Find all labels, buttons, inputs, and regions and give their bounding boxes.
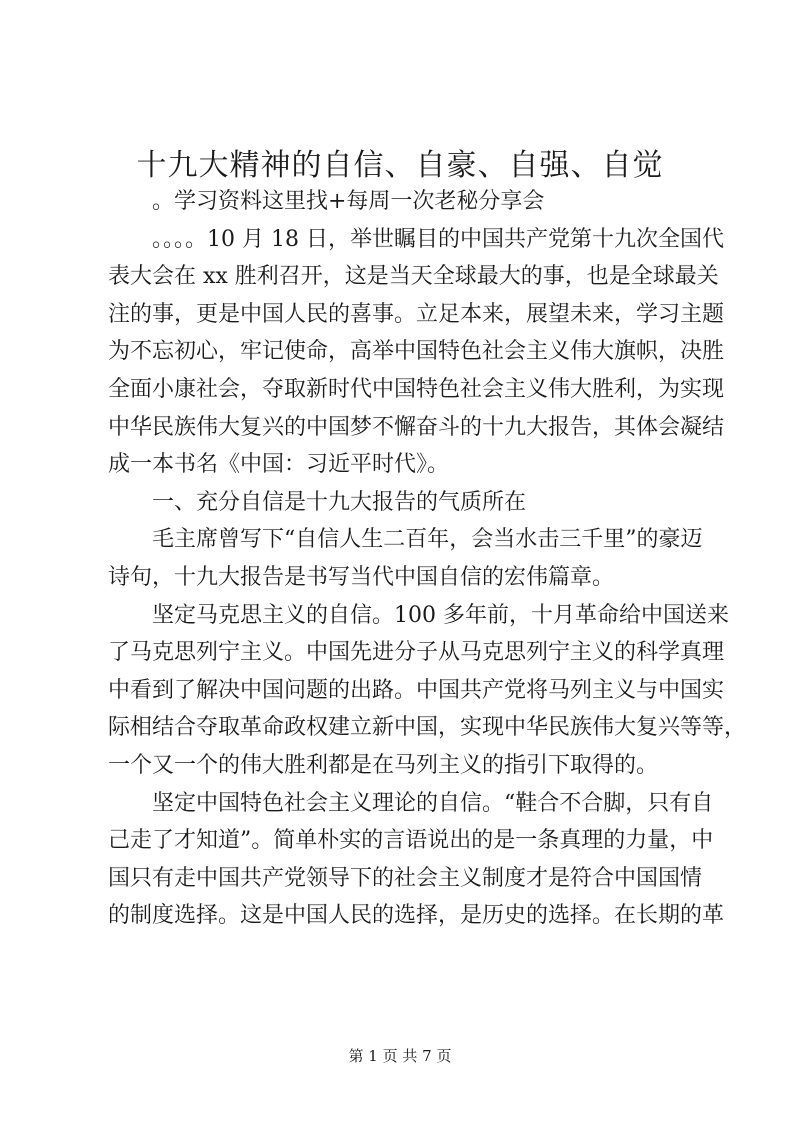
text-line: 己走了才知道”。简单朴实的言语说出的是一条真理的力量，中: [108, 828, 714, 854]
text-line: 为不忘初心，牢记使命，高举中国特色社会主义伟大旗帜，决胜: [108, 339, 725, 365]
document-body: [108, 183, 747, 935]
page-number-footer: 第 1 页 共 7 页: [348, 1047, 452, 1065]
text-line: 毛主席曾写下“自信人生二百年，会当水击三千里”的豪迈: [152, 527, 703, 553]
text-line: 了马克思列宁主义。中国先进分子从马克思列宁主义的科学真理: [108, 640, 725, 666]
text-line: 坚定中国特色社会主义理论的自信。“鞋合不合脚，只有自: [152, 790, 714, 816]
text-line: 诗句，十九大报告是书写当代中国自信的宏伟篇章。: [108, 564, 615, 590]
section-heading: 一、充分自信是十九大报告的气质所在: [152, 489, 527, 515]
text-line: 。学习资料这里找+每周一次老秘分享会: [152, 189, 545, 214]
text-line: 成一本书名《中国：习近平时代》。: [108, 452, 450, 478]
text-line: 坚定马克思主义的自信。100 多年前，十月革命给中国送来: [152, 602, 729, 628]
text-line: 一个又一个的伟大胜利都是在马列主义的指引下取得的。: [108, 752, 659, 778]
text-line: 的制度选择。这是中国人民的选择，是历史的选择。在长期的革: [108, 903, 725, 929]
text-line: 国只有走中国共产党领导下的社会主义制度才是符合中国国情: [108, 865, 703, 891]
text-line: 际相结合夺取革命政权建立新中国，实现中华民族伟大复兴等等，: [108, 715, 747, 741]
text-line: 中看到了解决中国问题的出路。中国共产党将马列主义与中国实: [108, 677, 725, 703]
text-line: 注的事，更是中国人民的喜事。立足本来，展望未来，学习主题: [108, 301, 725, 327]
text-line: 全面小康社会，夺取新时代中国特色社会主义伟大胜利，为实现: [108, 376, 725, 402]
document-title: 十九大精神的自信、自豪、自强、自觉: [136, 148, 664, 183]
text-line: 中华民族伟大复兴的中国梦不懈奋斗的十九大报告，其体会凝结: [108, 414, 725, 440]
text-line: 表大会在 xx 胜利召开，这是当天全球最大的事，也是全球最关: [108, 264, 719, 290]
text-line: 。。。。10 月 18 日，举世瞩目的中国共产党第十九次全国代: [152, 226, 724, 252]
